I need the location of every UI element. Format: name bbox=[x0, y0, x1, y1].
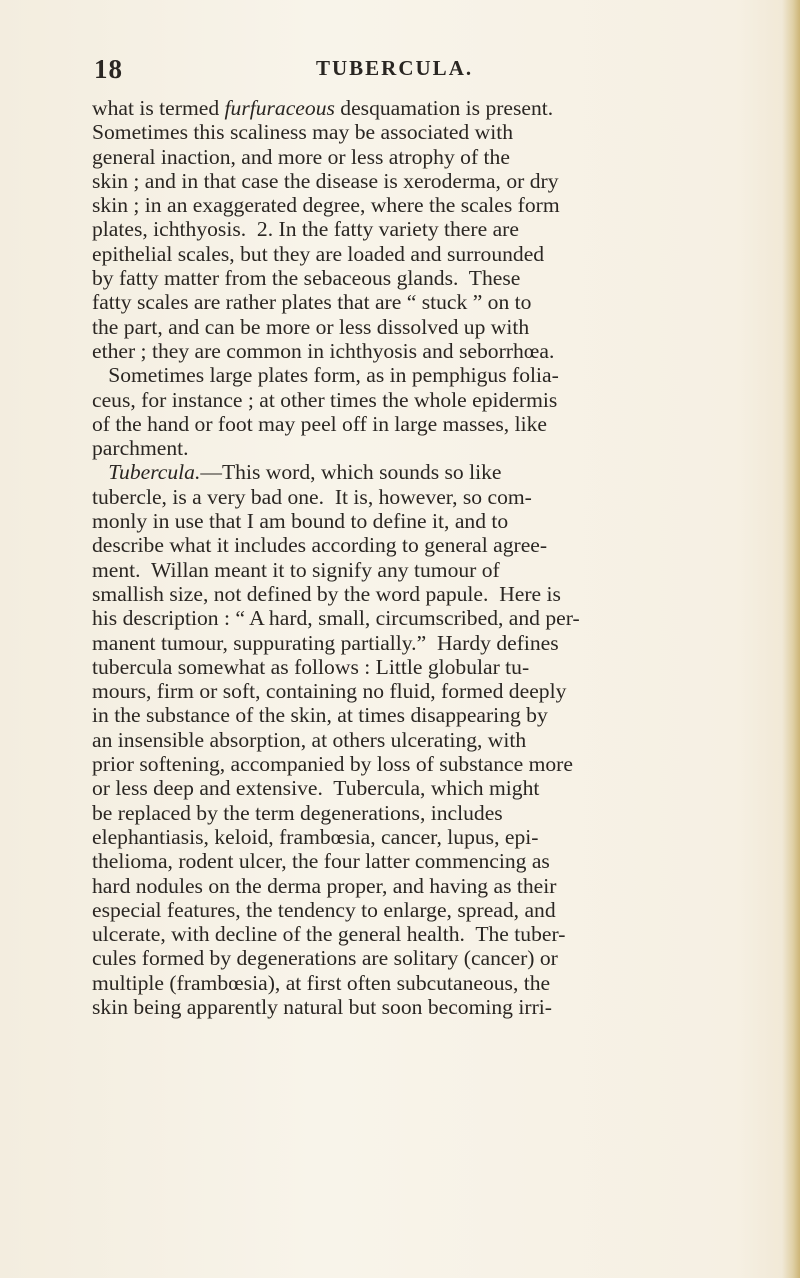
text-run: desquamation is present. bbox=[334, 96, 554, 120]
text-run: multiple (frambœsia), at first often subcutaneous, the bbox=[92, 970, 551, 995]
text-run: ulcerate, with decline of the general health. The tuber- bbox=[92, 922, 566, 947]
text-run: mours, firm or soft, containing no fluid, formed deeply bbox=[92, 679, 567, 704]
text-line bbox=[92, 655, 752, 679]
text-run: hard nodules on the derma proper, and having as their bbox=[92, 873, 557, 898]
text-line bbox=[92, 728, 752, 752]
text-run: —This word, which sounds so like bbox=[200, 460, 502, 485]
text-run: his description : “ A hard, small, circumscribed, and per- bbox=[92, 606, 580, 631]
text-run: cules formed by degenerations are solitary (cancer) or bbox=[92, 946, 558, 971]
text-line bbox=[92, 96, 752, 120]
text-run: by fatty matter from the sebaceous glands. These bbox=[92, 266, 521, 291]
text-run: manent tumour, suppurating partially.” Hardy defines bbox=[92, 630, 559, 655]
text-line bbox=[92, 533, 752, 557]
text-run: general inaction, and more or less atrophy of the bbox=[92, 144, 510, 169]
text-run: of the hand or foot may peel off in large masses, like bbox=[92, 411, 547, 436]
body-text bbox=[92, 96, 752, 1019]
page-number: 18 bbox=[94, 54, 123, 84]
text-run: fatty scales are rather plates that are “ stuck ” on to bbox=[92, 290, 532, 315]
text-line bbox=[92, 363, 752, 387]
text-line bbox=[92, 874, 752, 898]
text-line bbox=[92, 120, 752, 144]
text-run: prior softening, accompanied by loss of substance more bbox=[92, 752, 573, 777]
text-line bbox=[92, 922, 752, 946]
text-run: Sometimes large plates form, as in pemphigus folia- bbox=[92, 363, 559, 388]
text-run: what is termed bbox=[92, 96, 225, 120]
text-line bbox=[92, 436, 752, 460]
text-line bbox=[92, 631, 752, 655]
text-run: ceus, for instance ; at other times the whole epidermis bbox=[92, 387, 558, 412]
text-run: elephantiasis, keloid, frambœsia, cancer, lupus, epi- bbox=[92, 824, 539, 849]
text-line bbox=[92, 485, 752, 509]
text-line bbox=[92, 145, 752, 169]
text-run: plates, ichthyosis. 2. In the fatty variety there are bbox=[92, 217, 519, 242]
text-line bbox=[92, 169, 752, 193]
page-header bbox=[94, 54, 734, 86]
text-run: epithelial scales, but they are loaded and surrounded bbox=[92, 241, 545, 266]
text-run: parchment. bbox=[92, 436, 189, 461]
text-run bbox=[92, 460, 108, 484]
text-line bbox=[92, 388, 752, 412]
text-line bbox=[92, 849, 752, 873]
text-line bbox=[92, 460, 752, 484]
text-line bbox=[92, 266, 752, 290]
text-run: ether ; they are common in ichthyosis and seborrhœa. bbox=[92, 338, 555, 363]
text-line bbox=[92, 339, 752, 363]
text-run: be replaced by the term degenerations, includes bbox=[92, 800, 503, 825]
text-run: or less deep and extensive. Tubercula, which might bbox=[92, 776, 540, 801]
text-line bbox=[92, 971, 752, 995]
italic-term: furfuraceous bbox=[224, 96, 335, 120]
text-line bbox=[92, 217, 752, 241]
text-line bbox=[92, 752, 752, 776]
text-run: thelioma, rodent ulcer, the four latter commencing as bbox=[92, 849, 550, 874]
text-line bbox=[92, 898, 752, 922]
text-line bbox=[92, 193, 752, 217]
text-line bbox=[92, 509, 752, 533]
text-run: especial features, the tendency to enlarge, spread, and bbox=[92, 897, 556, 922]
text-line bbox=[92, 558, 752, 582]
text-run: skin ; and in that case the disease is xeroderma, or dry bbox=[92, 168, 559, 193]
text-line bbox=[92, 315, 752, 339]
text-run: the part, and can be more or less dissolved up with bbox=[92, 314, 530, 339]
text-line bbox=[92, 825, 752, 849]
text-run: tubercle, is a very bad one. It is, however, so com- bbox=[92, 484, 532, 509]
text-line bbox=[92, 946, 752, 970]
text-run: an insensible absorption, at others ulcerating, with bbox=[92, 727, 527, 752]
text-line bbox=[92, 242, 752, 266]
text-run: Sometimes this scaliness may be associated with bbox=[92, 120, 514, 145]
page-edge bbox=[782, 0, 800, 1278]
text-run: monly in use that I am bound to define it, and to bbox=[92, 509, 509, 534]
text-line bbox=[92, 679, 752, 703]
text-run: skin ; in an exaggerated degree, where the scales form bbox=[92, 193, 560, 218]
text-run: ment. Willan meant it to signify any tumour of bbox=[92, 557, 500, 582]
text-line bbox=[92, 995, 752, 1019]
text-line bbox=[92, 582, 752, 606]
text-line bbox=[92, 703, 752, 727]
text-run: smallish size, not defined by the word papule. Here is bbox=[92, 581, 561, 606]
text-line bbox=[92, 290, 752, 314]
text-line bbox=[92, 412, 752, 436]
text-run: tubercula somewhat as follows : Little globular tu- bbox=[92, 654, 530, 679]
text-line bbox=[92, 606, 752, 630]
text-line bbox=[92, 776, 752, 800]
italic-term: Tubercula. bbox=[108, 460, 201, 485]
text-line bbox=[92, 801, 752, 825]
running-head: TUBERCULA. bbox=[316, 56, 474, 80]
text-run: describe what it includes according to general agree- bbox=[92, 533, 548, 558]
text-run: skin being apparently natural but soon becoming irri- bbox=[92, 994, 552, 1019]
text-run: in the substance of the skin, at times disappearing by bbox=[92, 703, 548, 728]
